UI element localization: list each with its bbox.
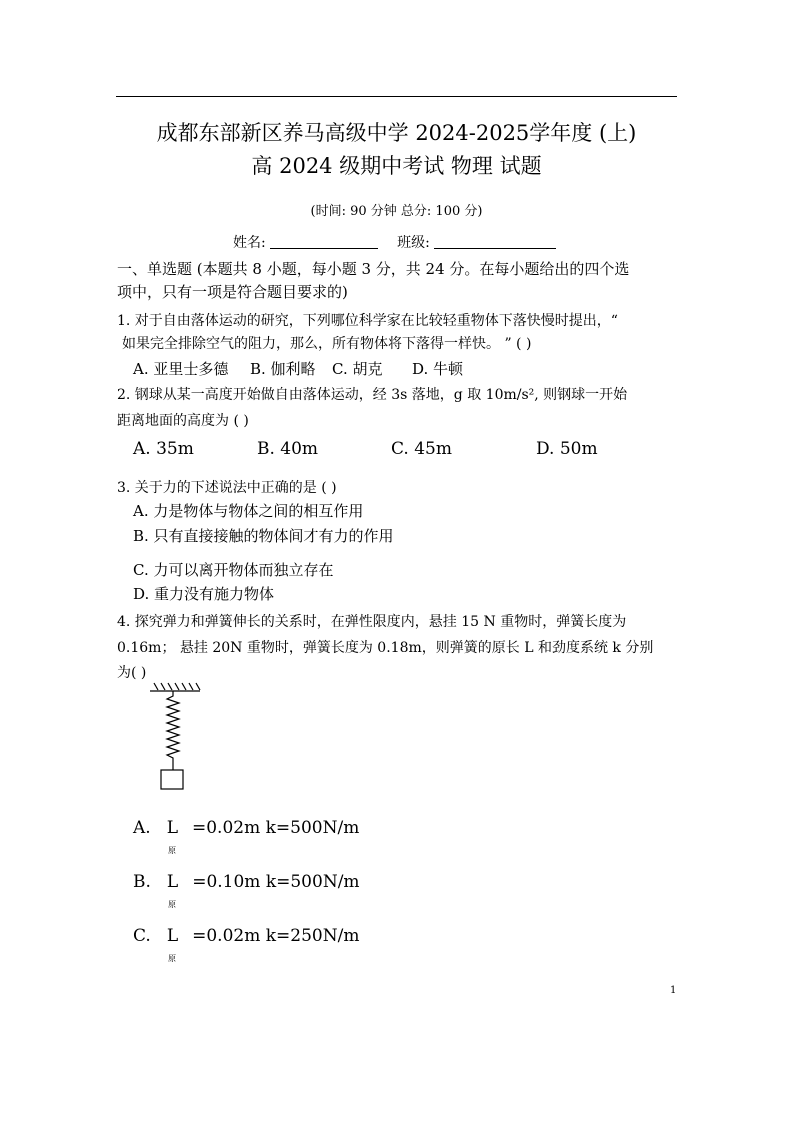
class-blank[interactable]: [434, 234, 556, 249]
spring-diagram: [148, 682, 204, 794]
page-number: 1: [670, 985, 677, 996]
header-rule: [116, 96, 677, 97]
q2-option-b[interactable]: B. 40m: [257, 439, 319, 459]
q1-option-a[interactable]: A. 亚里士多德: [133, 360, 229, 378]
q4-option-b[interactable]: B. L =0.10m k=500N/m: [133, 872, 360, 892]
name-class-row: [233, 232, 556, 252]
q2-option-d[interactable]: D. 50m: [536, 439, 598, 459]
q3-option-b[interactable]: B. 只有直接接触的物体间才有力的作用: [133, 527, 394, 545]
q4-option-c-subscript: 原: [168, 954, 176, 963]
q3-stem: 3. 关于力的下述说法中正确的是 ( ): [117, 480, 337, 496]
q3-option-a[interactable]: A. 力是物体与物体之间的相互作用: [133, 502, 364, 520]
section-heading-line1: 一、单选题 (本题共 8 小题，每小题 3 分，共 24 分。在每小题给出的四个选: [117, 260, 630, 278]
q2-option-a[interactable]: A. 35m: [133, 439, 194, 459]
section-heading-line2: 项中，只有一项是符合题目要求的): [117, 283, 348, 301]
class-label: 班级:: [397, 235, 430, 251]
q4-stem-line1: 4. 探究弹力和弹簧伸长的关系时，在弹性限度内，悬挂 15 N 重物时，弹簧长度为: [117, 614, 627, 630]
name-label: 姓名:: [233, 235, 266, 251]
exam-meta: (时间: 90 分钟 总分: 100 分): [310, 204, 483, 219]
q1-stem-line2: 如果完全排除空气的阻力，那么，所有物体将下落得一样快。 ” ( ): [122, 336, 532, 352]
exam-title-line1: 成都东部新区养马高级中学 2024-2025学年度 (上): [156, 121, 637, 145]
q4-option-a-subscript: 原: [168, 846, 176, 855]
q1-options: [133, 358, 463, 379]
name-blank[interactable]: [270, 234, 378, 249]
spring-coil: [167, 691, 179, 770]
q2-option-c[interactable]: C. 45m: [391, 439, 452, 459]
hanging-weight: [161, 770, 183, 789]
q1-stem-line1: 1. 对于自由落体运动的研究，下列哪位科学家在比较轻重物体下落快慢时提出，“: [117, 313, 618, 329]
q2-stem-line2: 距离地面的高度为 ( ): [117, 413, 249, 429]
q4-option-a[interactable]: A. L =0.02m k=500N/m: [133, 818, 360, 838]
q4-stem-line2: 0.16m； 悬挂 20N 重物时，弹簧长度为 0.18m，则弹簧的原长 L 和劲度系统 k 分别: [117, 640, 654, 656]
q4-option-b-subscript: 原: [168, 900, 176, 909]
q2-options: [133, 439, 598, 459]
q2-stem-line1: 2. 钢球从某一高度开始做自由落体运动，经 3s 落地，g 取 10m/s², 则钢球一开始: [117, 387, 628, 403]
q3-option-c[interactable]: C. 力可以离开物体而独立存在: [133, 561, 334, 579]
q3-option-d[interactable]: D. 重力没有施力物体: [133, 585, 275, 603]
exam-title-line2: 高 2024 级期中考试 物理 试题: [251, 154, 542, 178]
q4-option-c[interactable]: C. L =0.02m k=250N/m: [133, 926, 360, 946]
q4-stem-line3: 为( ): [117, 665, 147, 681]
q1-option-c[interactable]: C. 胡克: [332, 360, 383, 378]
q1-option-d[interactable]: D. 牛顿: [412, 360, 464, 378]
q1-option-b[interactable]: B. 伽利略: [250, 360, 316, 378]
